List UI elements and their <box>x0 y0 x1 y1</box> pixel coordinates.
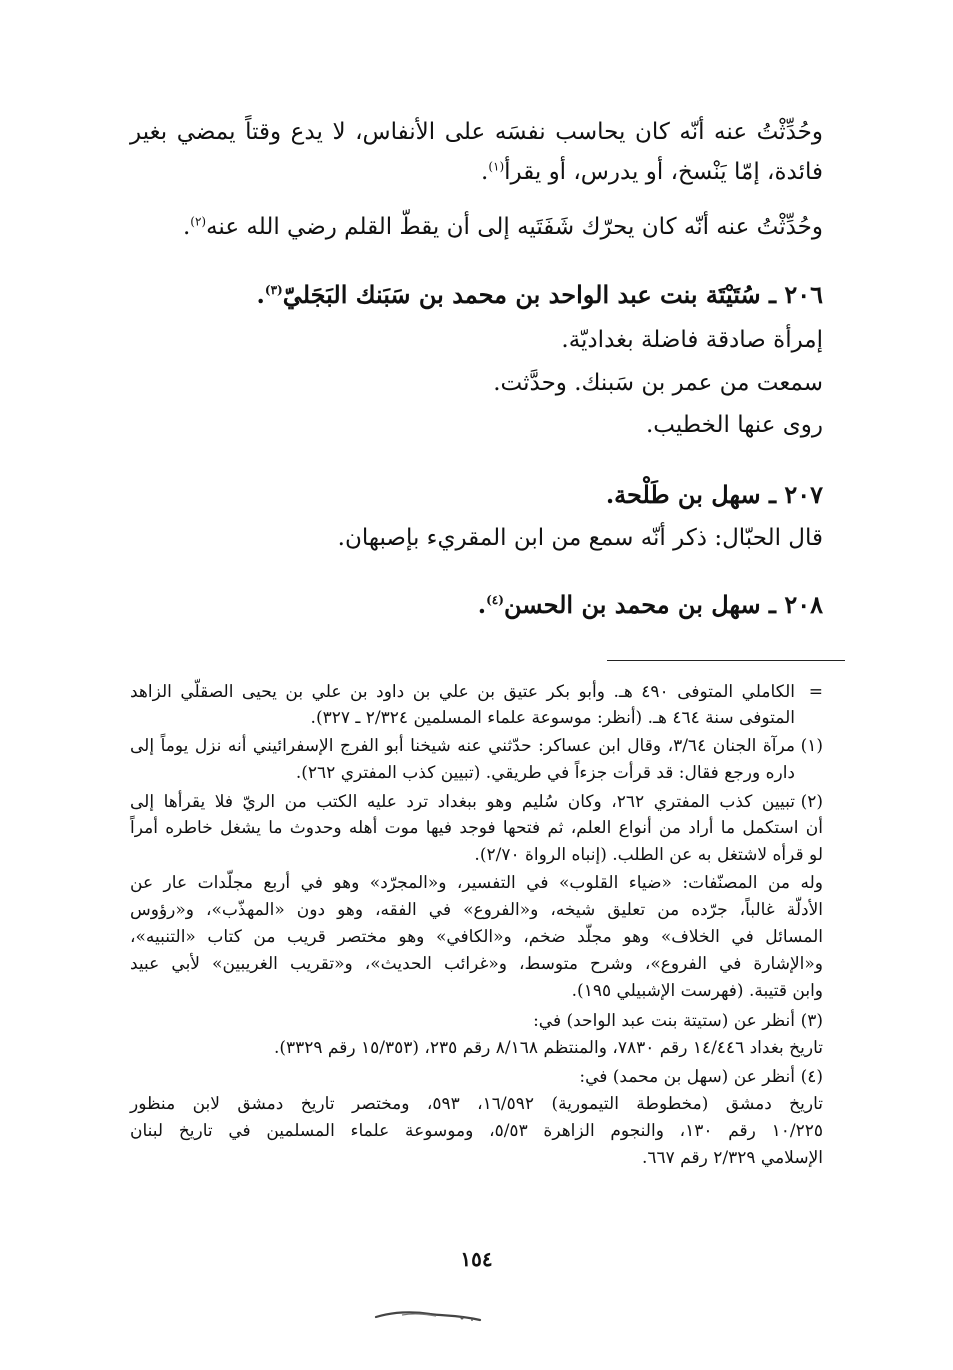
footnote-2-line-8 <box>572 979 823 1003</box>
footnote-text: الإسلامي ٢/٣٢٩ رقم ٦٦٧. <box>641 1148 823 1168</box>
footnote-continuation-line-1 <box>130 680 795 704</box>
footnote-text: المتوفى سنة ٤٦٤ هـ. (أنظر: موسوعة علماء المسلمين ٢/٣٢٤ ـ ٣٢٧). <box>310 708 795 728</box>
paragraph-text: وحُدِّثْتُ عنه أنّه كان يحرّك شَفَتَيه إلى أن يقطّ القلم رضي الله عنه <box>206 214 823 240</box>
footnote-1-marker: (١) <box>800 736 823 756</box>
footnote-ref: (٢) <box>190 214 207 229</box>
punctuation: . <box>481 159 489 185</box>
footnote-1-line-2 <box>296 761 795 785</box>
footnote-3-marker: (٣) <box>800 1011 823 1031</box>
paragraph-1-line-2 <box>481 157 823 187</box>
footnote-2-line-3 <box>474 843 823 867</box>
page-number: ١٥٤ <box>460 1247 493 1271</box>
entry-line-text: سمعت من عمر بن سَبنك. وحدَّثت. <box>493 370 823 396</box>
entry-line-text: إمرأة صادقة فاضلة بغداديّة. <box>561 327 823 353</box>
footnote-2-line-4 <box>130 871 823 895</box>
footnote-ref: (٤) <box>486 593 504 607</box>
scan-smudge-decoration <box>372 1308 484 1324</box>
entry-207-heading <box>606 480 823 510</box>
footnote-2-line-1 <box>130 790 795 814</box>
footnote-text: وابن قتيبة. (فهرست الإشبيلي ١٩٥). <box>571 981 823 1001</box>
footnote-4-line-2 <box>130 1092 823 1116</box>
entry-heading-text: ٢٠٦ ـ سُتَيْتَة بنت عبد الواحد بن محمد بن سَبَنك البَجَليّ <box>282 280 823 309</box>
paragraph-text: وحُدِّثْتُ عنه أنّه كان يحاسب نفسَه على الأنفاس، لا يدع وقتاً يمضي بغير <box>130 119 823 145</box>
footnote-ref: (٣) <box>264 283 283 297</box>
entry-heading-text: ٢٠٨ ـ سهل بن محمد بن الحسن <box>503 590 823 619</box>
footnote-text: الكاملي المتوفى ٤٩٠ هـ. وأبو بكر عتيق بن علي بن داود بن علي بن يحيى الصقلّي الزاهد <box>130 682 795 702</box>
entry-line-text: قال الحبّال: ذكر أنّه سمع من ابن المقريء بإصبهان. <box>337 525 823 551</box>
footnote-4-marker: (٤) <box>800 1067 823 1087</box>
footnote-4-line-1 <box>579 1065 795 1089</box>
entry-206-line-1 <box>561 325 823 355</box>
footnote-text: لو قرأه لاشتغل به عن الطلب. (إنباه الرواة ٢/٧٠). <box>474 845 823 865</box>
footnote-text: أن استكمل ما أراد من أنواع العلم، ثم فتحها فوجد فيها موت أهله وحدوث ما يشغل خاطره أمراً <box>130 818 823 838</box>
paragraph-text: فائدة، إمّا يَنْسخ، أو يدرس، أو يقرأ <box>504 159 823 185</box>
footnote-2-line-6 <box>130 925 823 949</box>
footnote-1-line-1 <box>130 734 795 758</box>
footnote-4-line-3 <box>130 1119 823 1143</box>
footnote-text: الأدلّة غالباً، جرّده من تعليق شيخه، و«الفروع» في الفقه، وهو دون «المهذّب»، و«رؤوس <box>130 900 823 920</box>
footnote-2-marker: (٢) <box>800 792 823 812</box>
entry-206-heading <box>257 280 823 310</box>
footnote-2-line-7 <box>130 952 823 976</box>
footnote-2-line-5 <box>130 898 823 922</box>
footnote-text: و«الإشارة في الفروع»، وشرح متوسط، و«غرائب الحديث»، و«تقريب الغريبين» لأبي عبيد <box>130 954 823 974</box>
paragraph-1-line-1 <box>130 117 823 147</box>
entry-line-text: روى عنها الخطيب. <box>645 412 823 438</box>
footnote-text: ١٠/٢٢٥ رقم ١٣٠، والنجوم الزاهرة ٥/٥٣، وموسوعة علماء المسلمين في تاريخ لبنان <box>130 1121 823 1141</box>
footnote-text: المسائل في الخلاف» وهو مجلّد ضخم، و«الكافي» وهو مختصر قريب من كتاب «التنبيه»، <box>130 927 823 947</box>
footnote-4-line-4 <box>642 1146 823 1170</box>
punctuation: . <box>256 280 265 309</box>
entry-207-line-1 <box>338 523 823 553</box>
footnote-text: داره ورجع فقال: قد قرأت جزءاً في طريقي. (تبيين كذب المفتري ٢٦٢). <box>295 763 795 783</box>
entry-heading-text: ٢٠٧ ـ سهل بن طَلْحة. <box>605 480 823 509</box>
footnote-continuation-line-2 <box>311 706 795 730</box>
footnote-continuation-marker: = <box>808 682 823 702</box>
footnote-text: أنظر عن (سهل بن محمد) في: <box>579 1067 795 1087</box>
footnote-ref: (١) <box>488 159 505 174</box>
punctuation: . <box>477 590 487 619</box>
footnote-3-line-2 <box>274 1036 823 1060</box>
footnote-text: مرآة الجنان ٣/٦٤، وقال ابن عساكر: حدّثني عنه شيخنا أبو الفرج الإسفرائيني أنه نزل يوماً إلى <box>130 736 796 756</box>
paragraph-2-line-1 <box>183 212 823 242</box>
footnote-separator <box>607 660 845 661</box>
footnote-2-line-2 <box>130 816 823 840</box>
entry-208-heading <box>478 590 823 620</box>
entry-206-line-3 <box>646 410 823 440</box>
footnote-text: وله من المصنّفات: «ضياء القلوب» في التفسير، و«المجرّد» وهو في أربع مجلّدات عار عن <box>130 873 823 893</box>
footnote-text: أنظر عن (ستيتة بنت عبد الواحد) في: <box>533 1011 795 1031</box>
footnote-3-line-1 <box>533 1009 795 1033</box>
entry-206-line-2 <box>493 368 823 398</box>
footnote-text: تاريخ دمشق (مخطوطة التيمورية) ١٦/٥٩٢، ٥٩٣، ومختصر تاريخ دمشق لابن منظور <box>130 1094 824 1114</box>
footnote-text: تاريخ بغداد ١٤/٤٤٦ رقم ٧٨٣٠، والمنتظم ٨/١٦٨ رقم ٢٣٥، (١٥/٣٥٣ رقم ٣٣٢٩). <box>273 1038 823 1058</box>
footnote-text: تبيين كذب المفتري ٢٦٢، وكان سُليم وهو ببغداد ترد عليه الكتب من الريّ فلا يقرأها إلى <box>130 792 795 812</box>
punctuation: . <box>182 214 191 240</box>
